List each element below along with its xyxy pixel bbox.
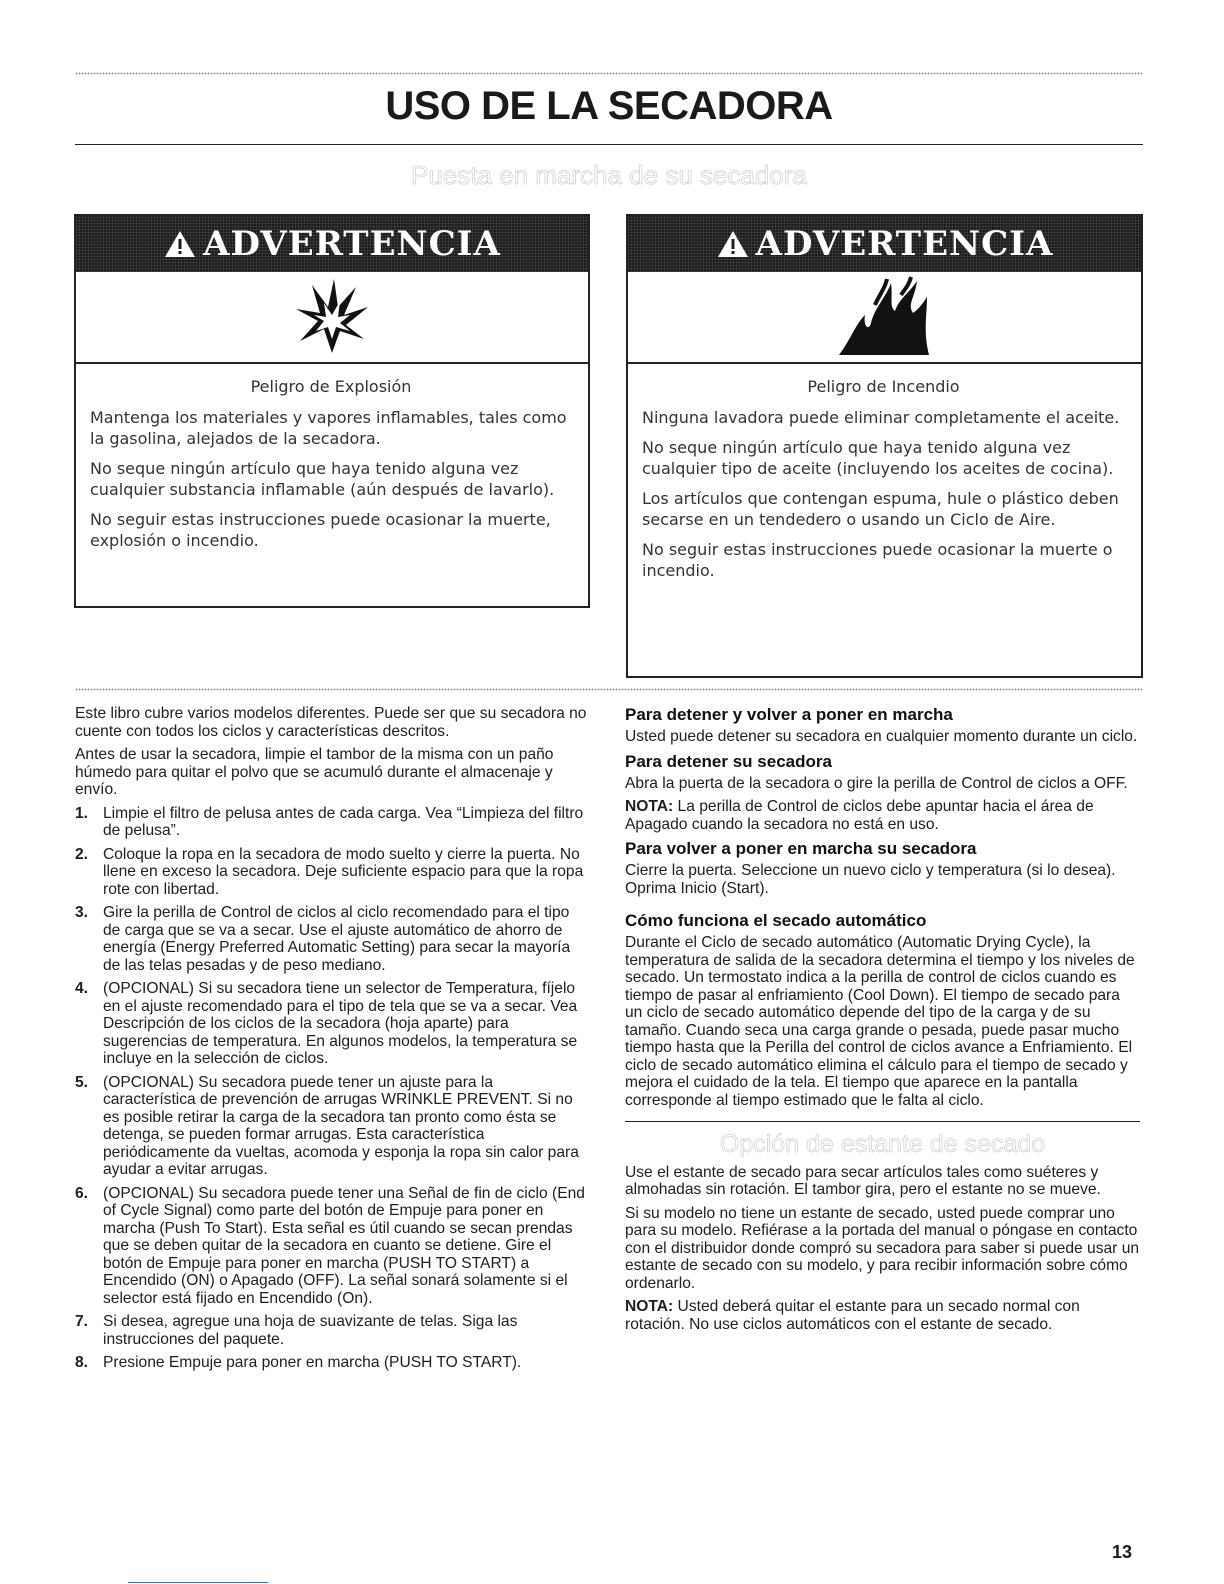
warning-label: ADVERTENCIA [203,224,501,264]
title-rule [75,144,1143,145]
warning-triangle-icon [716,229,750,259]
footer-line [128,1582,268,1583]
heading-restart: Para volver a poner en marcha su secadora [625,839,977,858]
warning-text: No seque ningún artículo que haya tenido alguna vez cualquier substancia inflamable (aún después de lavarlo). [90,459,555,499]
list-item: 3. Gire la perilla de Control de ciclos al ciclo recomendado para el tipo de carga que se va a secar. Use el ajuste automático de ahorro de energía (Energy Preferred Automatic Setting) para secar la mayoría de las telas pesadas y de peso mediano. [75,904,571,974]
list-item: 8. Presione Empuje para poner en marcha (PUSH TO START). [75,1354,522,1371]
heading-auto-dry: Cómo funciona el secado automático [625,911,927,930]
heading-stop-restart: Para detener y volver a poner en marcha [625,705,953,724]
warning-text: No seque ningún artículo que haya tenido alguna vez cualquier tipo de aceite (incluyendo los aceites de cocina). [642,438,1114,478]
warning-header [76,216,588,272]
intro-paragraph: Este libro cubre varios modelos diferentes. Puede ser que su secadora no cuente con todos los ciclos y características descritos. [75,705,587,740]
warning-label: ADVERTENCIA [755,224,1054,264]
section-rule [625,1121,1140,1122]
warning-text: No seguir estas instrucciones puede ocasionar la muerte, explosión o incendio. [90,510,551,550]
heading-stop: Para detener su secadora [625,751,832,771]
rack-section-title: Opción de estante de secado [719,1130,1046,1158]
warning-text: Ninguna lavadora puede eliminar completamente el aceite. [642,408,1120,427]
paragraph: Abra la puerta de la secadora o gire la perilla de Control de ciclos a OFF. [625,774,1128,792]
left-column [75,705,587,1378]
warning-text: Los artículos que contengan espuma, hule o plástico deben secarse en un tendedero o usando un Ciclo de Aire. [642,489,1119,529]
intro-paragraph: Antes de usar la secadora, limpie el tambor de la misma con un paño húmedo para quitar el polvo que se acumuló durante el almacenaje y envío. [75,746,554,798]
section-subtitle: Puesta en marcha de su secadora [410,160,808,190]
fire-icon [628,272,1141,364]
note: NOTA: La perilla de Control de ciclos debe apuntar hacia el área de Apagado cuando la secadora no está en uso. [625,798,1094,833]
steps-list [75,805,587,1372]
list-item: 5. (OPCIONAL) Su secadora puede tener un ajuste para la característica de prevención de arrugas WRINKLE PREVENT. Si no es posible retirar la carga de la secadora tan pronto como ésta se detenga, se pueden formar arrugas. Esta característica periódicamente da vueltas, acomoda y esponja la ropa sin calor para ayudar a evitar arrugas. [75,1073,579,1178]
paragraph: Cierre la puerta. Seleccione un nuevo ciclo y temperatura (si lo desea). Oprima Inicio (Start). [625,862,1116,897]
list-item: 7. Si desea, agregue una hoja de suavizante de telas. Siga las instrucciones del paquete. [75,1313,518,1348]
list-item: 1. Limpie el filtro de pelusa antes de cada carga. Vea “Limpieza del filtro de pelusa”. [75,804,584,839]
warning-box-fire [626,214,1143,678]
page-title: USO DE LA SECADORA [385,84,833,128]
top-dotted-rule [75,72,1143,75]
warning-box-explosion [74,214,590,608]
hazard-title: Peligro de Explosión [250,377,412,396]
list-item: 2. Coloque la ropa en la secadora de modo suelto y cierre la puerta. No llene en exceso la secadora. Deje suficiente espacio para que la ropa rote con libertad. [75,845,584,898]
paragraph: Usted puede detener su secadora en cualquier momento durante un ciclo. [625,728,1138,745]
paragraph: Use el estante de secado para secar artículos tales como suéteres y almohadas sin rotación. El tambor gira, pero el estante no se mueve. [625,1163,1101,1198]
page-number: 13 [1112,1542,1133,1562]
warning-header [628,216,1141,272]
list-item: 6. (OPCIONAL) Su secadora puede tener una Señal de fin de ciclo (End of Cycle Signal) como parte del botón de Empuje para poner en marcha (Push To Start). Esta señal es útil cuando se secan prendas que se deben quitar de la secadora en cuanto se detiene. Gire el botón de Empuje para poner en marcha (PUSH TO START) a Encendido (ON) o Apagado (OFF). La señal sonará solamente si el selector está fijado en Encendido (On). [75,1184,585,1307]
paragraph: Durante el Ciclo de secado automático (Automatic Drying Cycle), la temperatura de salida de la secadora determina el tiempo y los niveles de secado. Un termostato indica a la perilla de control de ciclos cuando es tiempo de pasar al enfriamiento (Cool Down). El tiempo de secado para un ciclo de secado automático depende del tipo de la carga y de su tamaño. Cuando seca una carga grande o pesada, puede pasar mucho tiempo hasta que la Perilla del control de ciclos avance a Enfriamiento. El ciclo de secado automático elimina el cálculo para el tiempo de secado y mejora el cuidado de la tela. El tiempo que aparece en la pantalla corresponde al tiempo estimado que le falta al ciclo. [625,934,1135,1109]
explosion-icon [76,272,588,364]
warning-triangle-icon [163,229,197,259]
list-item: 4. (OPCIONAL) Si su secadora tiene un selector de Temperatura, fíjelo en el ajuste recomendado para el tipo de tela que se va a secar. Vea Descripción de los ciclos de la secadora (hoja aparte) para sugerencias de temperatura. En algunos modelos, la temperatura se incluye en la selección de ciclos. [75,980,578,1067]
warning-text: No seguir estas instrucciones puede ocasionar la muerte o incendio. [642,540,1113,580]
hazard-title: Peligro de Incendio [807,377,960,396]
mid-dotted-rule [75,688,1143,691]
note: NOTA: Usted deberá quitar el estante para un secado normal con rotación. No use ciclos automáticos con el estante de secado. [625,1298,1080,1333]
warning-text: Mantenga los materiales y vapores inflamables, tales como la gasolina, alejados de la secadora. [90,408,567,448]
paragraph: Si su modelo no tiene un estante de secado, usted puede comprar uno para su modelo. Refiérase a la portada del manual o póngase en contacto con el distribuidor donde compró su secadora para saber si puede usar un estante de secado con su modelo, y para recibir información sobre cómo ordenarlo. [625,1204,1140,1292]
right-column [625,705,1140,1339]
